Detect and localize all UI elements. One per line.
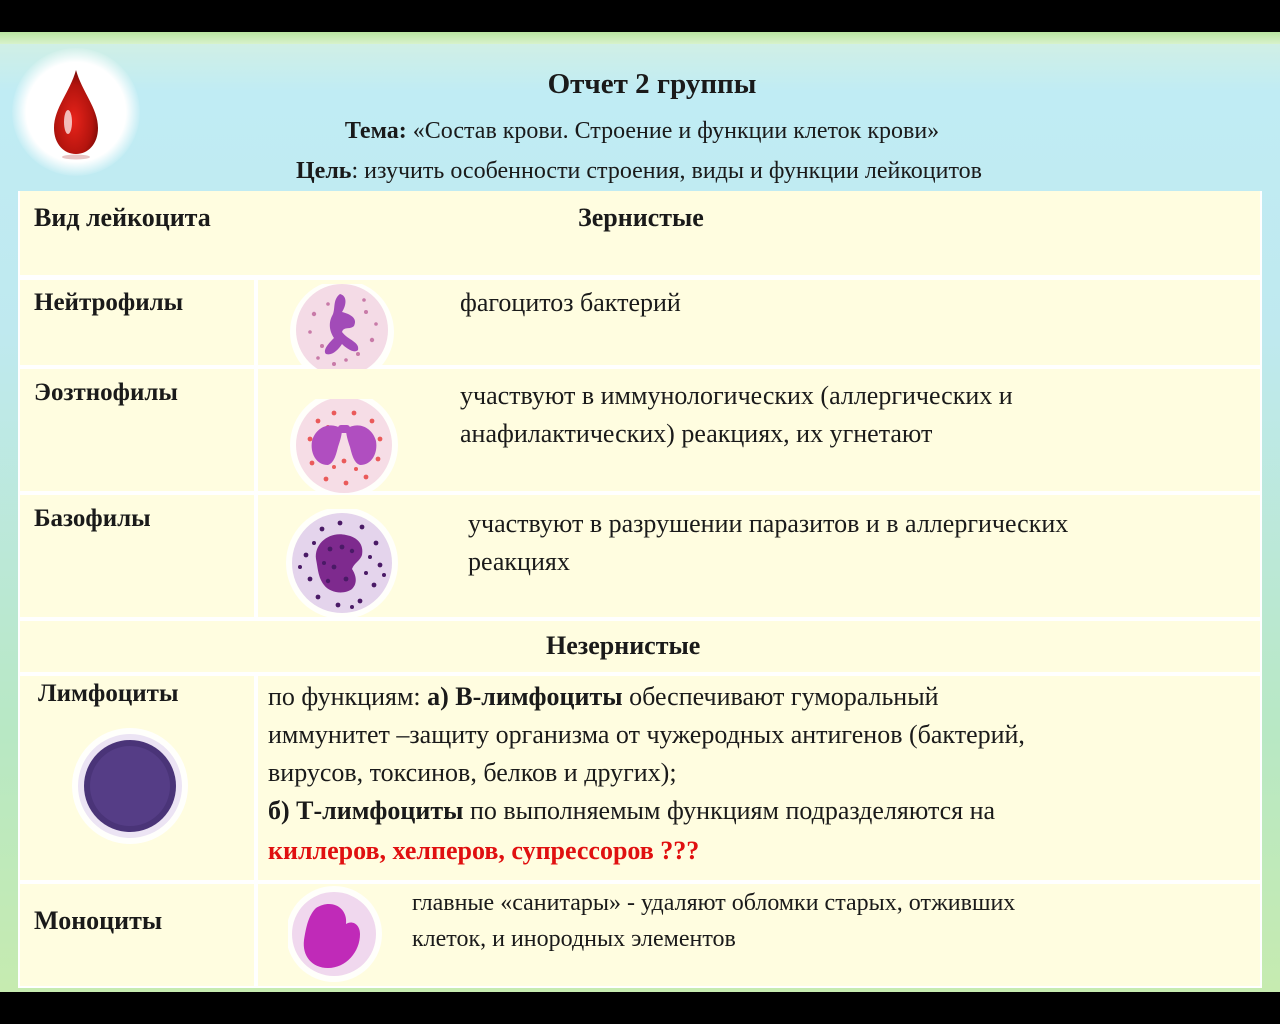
neutrophil-name-cell bbox=[20, 280, 254, 365]
lymphocyte-name: Лимфоциты bbox=[38, 680, 179, 707]
slide-title: Отчет 2 группы bbox=[547, 68, 757, 100]
goal-label: Цель bbox=[296, 158, 352, 184]
monocyte-description-line1: главные «санитары» - удаляют обломки старых, отживших bbox=[412, 890, 1016, 916]
neutrophil-name: Нейтрофилы bbox=[34, 289, 184, 316]
lymphocyte-l1-prefix: по функциям: bbox=[268, 682, 428, 711]
basophil-description-line2: реакциях bbox=[468, 547, 570, 576]
lymphocyte-line3: вирусов, токсинов, белков и других); bbox=[268, 758, 677, 787]
monocyte-cell-icon bbox=[288, 884, 384, 984]
topic-label: Тема: bbox=[344, 118, 407, 144]
lymphocyte-desc-cell bbox=[258, 676, 1260, 880]
monocyte-name-cell bbox=[20, 884, 254, 986]
eosinophil-description-line1: участвуют в иммунологических (аллергических и bbox=[460, 381, 1013, 410]
slide-topic bbox=[2, 118, 1280, 145]
neutrophil-description: фагоцитоз бактерий bbox=[460, 288, 681, 317]
basophil-cell-icon bbox=[286, 509, 400, 617]
header-row bbox=[20, 191, 1260, 275]
lymphocyte-line2: иммунитет –защиту организма от чужеродных антигенов (бактерий, bbox=[268, 720, 1025, 749]
eosinophil-cell-icon bbox=[288, 399, 402, 495]
header-col1: Вид лейкоцита bbox=[34, 203, 211, 232]
lymphocyte-l4-rest: по выполняемым функциям подразделяются на bbox=[463, 796, 996, 825]
agranular-header-row bbox=[20, 621, 1260, 672]
basophil-description-line1: участвуют в разрушении паразитов и в аллергических bbox=[468, 509, 1069, 538]
eosinophil-name: Эозтнофилы bbox=[34, 379, 178, 406]
monocyte-desc-cell bbox=[258, 884, 1260, 986]
lymphocyte-line4 bbox=[268, 792, 995, 830]
top-accent-bar bbox=[0, 32, 1280, 44]
header-agranular: Незернистые bbox=[546, 631, 701, 660]
t-lymphocytes-term: б) Т-лимфоциты bbox=[268, 796, 464, 825]
slide bbox=[0, 32, 1280, 992]
monocyte-name: Моноциты bbox=[34, 906, 163, 935]
neutrophil-desc-cell bbox=[258, 280, 1260, 365]
lymphocyte-line1 bbox=[268, 678, 939, 716]
lymphocyte-cell-icon bbox=[70, 726, 190, 846]
basophil-name-cell bbox=[20, 495, 254, 617]
basophil-desc-cell bbox=[258, 495, 1260, 617]
monocyte-description-line2: клеток, и инородных элементов bbox=[412, 926, 736, 952]
goal-text: : изучить особенности строения, виды и функции лейкоцитов bbox=[351, 158, 982, 184]
eosinophil-desc-cell bbox=[258, 369, 1260, 491]
slide-goal bbox=[0, 158, 1279, 185]
eosinophil-name-cell bbox=[20, 369, 254, 491]
topic-text: «Состав крови. Строение и функции клеток крови» bbox=[406, 118, 940, 144]
leukocyte-table bbox=[18, 191, 1262, 988]
b-lymphocytes-term: а) В-лимфоциты bbox=[427, 682, 623, 711]
eosinophil-description-line2: анафилактических) реакциях, их угнетают bbox=[460, 419, 933, 448]
header-granular: Зернистые bbox=[578, 203, 704, 232]
lymphocyte-name-cell bbox=[20, 676, 254, 880]
lymphocyte-l1-rest: обеспечивают гуморальный bbox=[622, 682, 939, 711]
lymphocyte-line5: киллеров, хелперов, супрессоров ??? bbox=[268, 836, 700, 865]
basophil-name: Базофилы bbox=[34, 505, 151, 532]
neutrophil-cell-icon bbox=[288, 284, 398, 380]
